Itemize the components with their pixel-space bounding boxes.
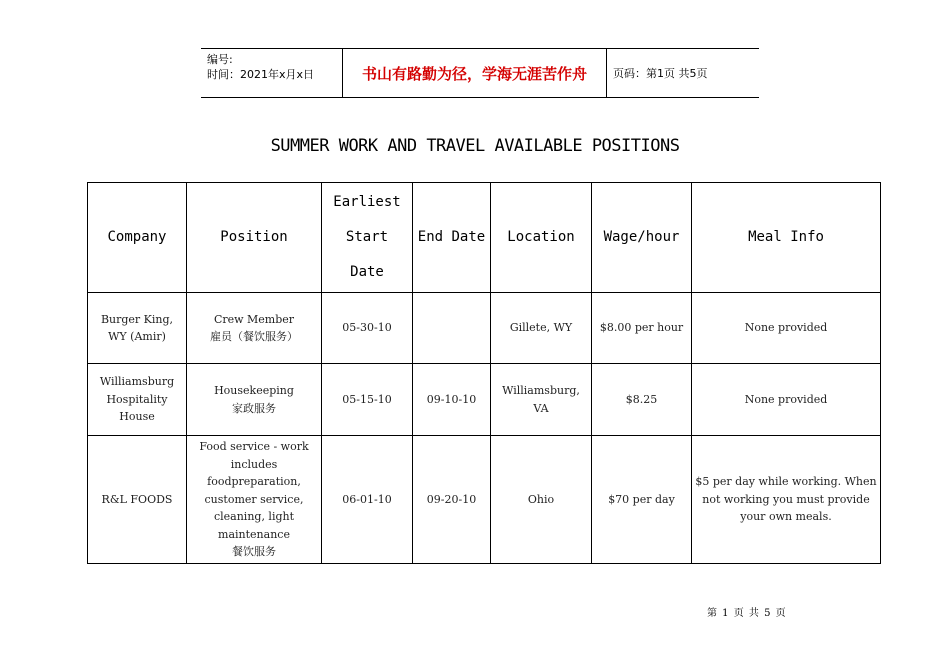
position-text: Housekeeping <box>214 384 294 397</box>
cell-end-date: 09-10-10 <box>413 364 491 436</box>
cell-start-date: 05-30-10 <box>322 293 413 364</box>
column-header-start-line1: Earliest <box>333 194 401 210</box>
position-zh-text: 雇员（餐饮服务） <box>210 330 298 343</box>
column-header-meal: Meal Info <box>692 183 881 293</box>
cell-company: Williamsburg Hospitality House <box>88 364 187 436</box>
cell-position <box>187 293 322 364</box>
cell-location: Gillete, WY <box>491 293 592 364</box>
cell-wage: $70 per day <box>592 436 692 564</box>
table-row <box>88 364 881 436</box>
cell-end-date: 09-20-10 <box>413 436 491 564</box>
header-page-label: 页码：第1页 共5页 <box>613 67 708 80</box>
column-header-location: Location <box>491 183 592 293</box>
cell-end-date <box>413 293 491 364</box>
number-label: 编号: <box>207 53 233 66</box>
column-header-wage: Wage/hour <box>592 183 692 293</box>
cell-position <box>187 436 322 564</box>
cell-location: Williamsburg, VA <box>491 364 592 436</box>
cell-meal: $5 per day while working. When not working you must provide your own meals. <box>692 436 881 564</box>
cell-position <box>187 364 322 436</box>
cell-wage: $8.00 per hour <box>592 293 692 364</box>
column-header-start-line2: Start Date <box>345 229 389 280</box>
position-zh-text: 家政服务 <box>232 401 276 415</box>
table-row <box>88 293 881 364</box>
cell-meal: None provided <box>692 364 881 436</box>
position-text: Food service - work includes foodpreparation, customer service, cleaning, light maintenance <box>199 440 309 541</box>
cell-location: Ohio <box>491 436 592 564</box>
column-header-end-date: End Date <box>413 183 491 293</box>
page-footer: 第 1 页 共 5 页 <box>707 608 787 619</box>
cell-meal: None provided <box>692 293 881 364</box>
column-header-position: Position <box>187 183 322 293</box>
position-zh-text: 餐饮服务 <box>232 545 276 558</box>
cell-company: Burger King, WY (Amir) <box>88 293 187 364</box>
cell-start-date: 05-15-10 <box>322 364 413 436</box>
table-header-row <box>88 183 881 293</box>
time-label: 时间：2021年x月x日 <box>207 68 315 81</box>
header-meta-cell <box>201 49 343 97</box>
cell-company: R&L FOODS <box>88 436 187 564</box>
cell-wage: $8.25 <box>592 364 692 436</box>
positions-table <box>87 182 881 564</box>
cell-start-date: 06-01-10 <box>322 436 413 564</box>
position-text: Crew Member <box>213 312 295 326</box>
column-header-company: Company <box>88 183 187 293</box>
header-motto: 书山有路勤为径，学海无涯苦作舟 <box>343 49 607 97</box>
document-header <box>201 48 759 98</box>
table-row <box>88 436 881 564</box>
column-header-start-date <box>322 183 413 293</box>
page-title: SUMMER WORK AND TRAVEL AVAILABLE POSITIONS <box>270 136 680 156</box>
